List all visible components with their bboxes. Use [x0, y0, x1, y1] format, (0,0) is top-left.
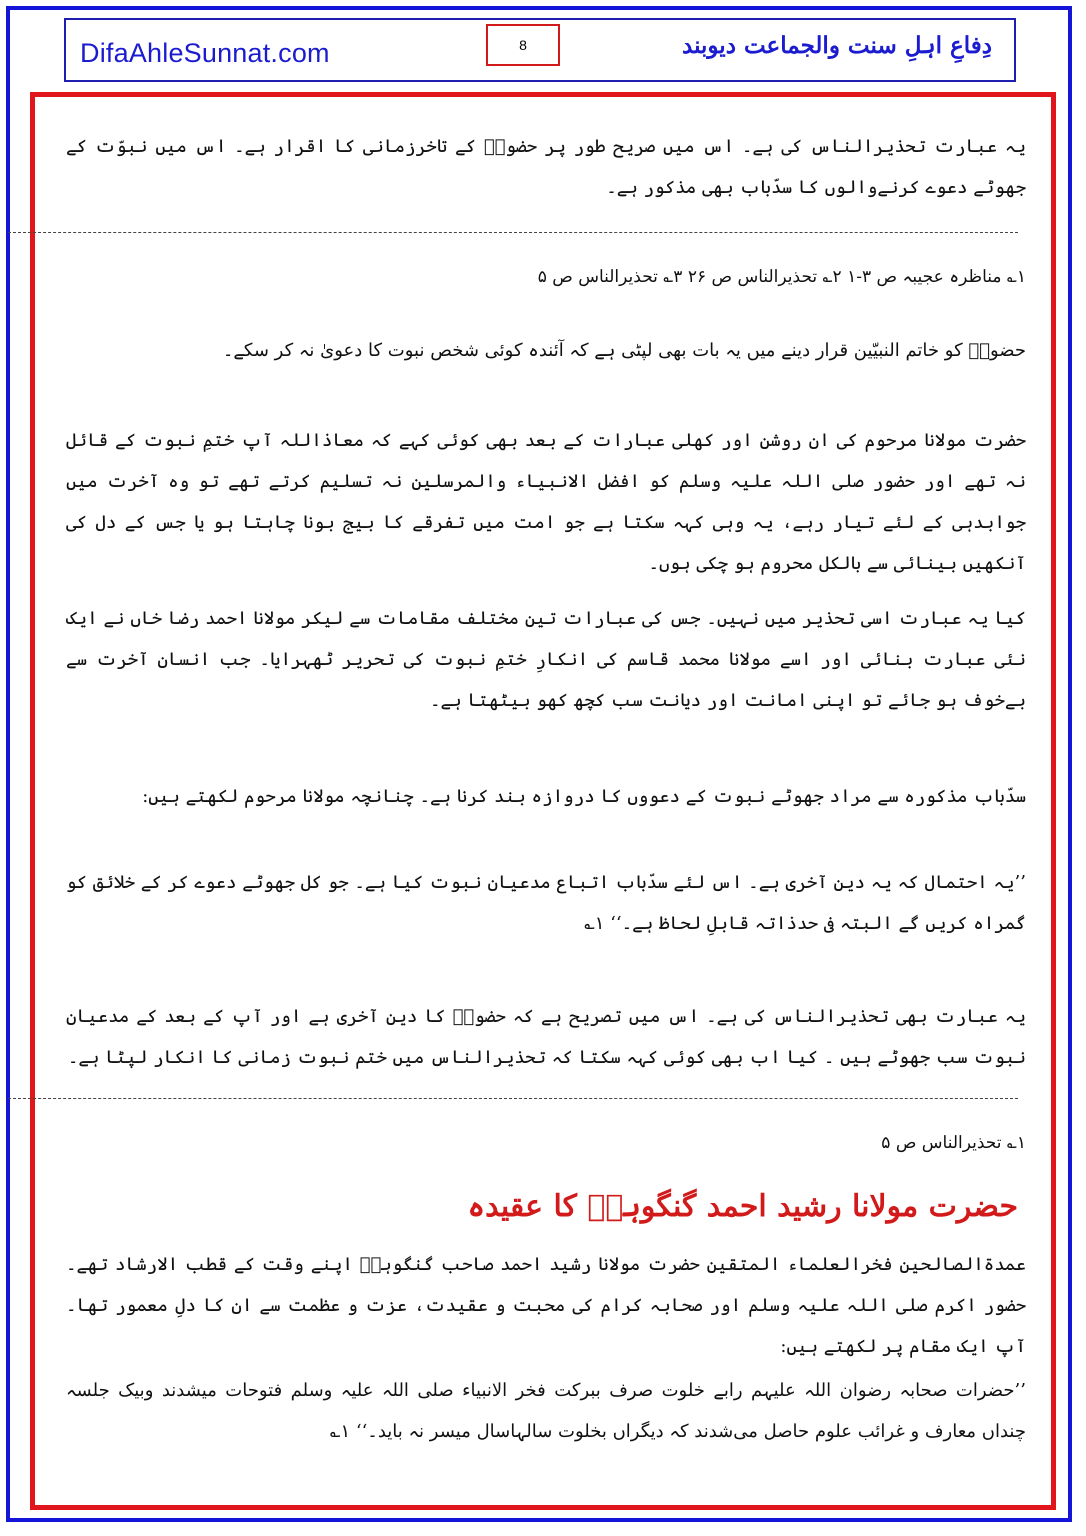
paragraph-3: حضرت مولانا مرحوم کی ان روشن اور کھلی عبارات کے بعد بھی کوئی کہے کہ معاذاللہ آپ ختمِ نبوت کے قائل نہ تھے اور حضور صلی اللہ علیہ وسلم کو افضل الانبیاء والمرسلین نہ تسلیم کرتے تھے تو وہ آخرت میں جوابدہی کے لئے تیار رہے، یہ وہی کہہ سکتا ہے جو امت میں تفرقے کا بیج بونا چاہتا ہو یا جس کے دل کی آنکھیں بینائی سے بالکل محروم ہو چکی ہوں۔ [66, 430, 1026, 574]
quote-1: ’’یہ احتمال کہ یہ دین آخری ہے۔ اس لئے سدّباب اتباع مدعیان نبوت کیا ہے۔ جو کل جھوٹے دعوے کر کے خلائق کو گمراہ کریں گے البتہ فی حدذاتہ قابلِ لحاظ ہے۔‘‘ ۱؎ [66, 872, 1026, 934]
footnote-divider [8, 232, 1018, 233]
paragraph-6: یہ عبارت بھی تحذیرالناس کی ہے۔ اس میں تصریح ہے کہ حضورؐ کا دین آخری ہے اور آپ کے بعد کے مدعیان نبوت سب جھوٹے ہیں ۔ کیا اب بھی کوئی کہہ سکتا کہ تحذیرالناس میں ختم نبوت زمانی کا انکار لپٹا ہے۔ [66, 1006, 1026, 1068]
footnote-2: ۱؎ تحذیرالناس ص ۵ [881, 1133, 1026, 1153]
page-number-label: 8 [519, 37, 527, 53]
paragraph-2: حضورؐ کو خاتم النبیّین قرار دینے میں یہ بات بھی لپٹی ہے کہ آئندہ کوئی شخص نبوت کا دعویٰ نہ کر سکے۔ [222, 340, 1026, 361]
site-name[interactable]: DifaAhleSunnat.com [80, 38, 330, 68]
paragraph-7: عمدۃالصالحین فخرالعلماء المتقین حضرت مولانا رشید احمد صاحب گنگوہیؒ اپنے وقت کے قطب الارشاد تھے۔ حضور اکرم صلی اللہ علیہ وسلم اور صحابہ کرام کی محبت و عقیدت، عزت و عظمت سے ان کا دلِ معمور تھا۔ آپ ایک مقام پر لکھتے ہیں: [66, 1254, 1026, 1357]
section-heading: حضرت مولانا رشید احمد گنگوہیؒ کا عقیدہ [467, 1189, 1018, 1224]
page-header [64, 18, 1016, 82]
quote-2: ’’حضرات صحابہ رضوان اللہ علیہم رابے خلوت صرف ببرکت فخر الانبیاء صلی اللہ علیہ وسلم فتوحات میشدند وبیک جلسہ چنداں معارف و غرائب علوم حاصل می‌شدند کہ دیگراں بخلوت سالہاسال میسر نہ باید۔‘‘ ۱؎ [66, 1380, 1026, 1442]
paragraph-5: سدّباب مذکورہ سے مراد جھوٹے نبوت کے دعووں کا دروازہ بند کرنا ہے۔ چنانچہ مولانا مرحوم لکھتے ہیں: [142, 786, 1026, 807]
page-number [486, 24, 560, 66]
paragraph-1: یہ عبارت تحذیرالناس کی ہے۔ اس میں صریح طور پر حضورؐ کے تاخرزمانی کا اقرار ہے۔ اس میں نبوّت کے جھوٹے دعوے کرنےوالوں کا سدّباب بھی مذکور ہے۔ [66, 136, 1026, 198]
book-title: دِفاعِ اہلِ سنت والجماعت دیوبند [682, 32, 992, 59]
footnote-divider-2 [8, 1098, 1018, 1099]
footnote-1: ۱؎ مناظرہ عجیبہ ص ۳-۱ ۲؎ تحذیرالناس ص ۲۶ ۳؎ تحذیرالناس ص ۵ [537, 267, 1026, 287]
paragraph-4: کیا یہ عبارت اسی تحذیر میں نہیں۔ جس کی عبارات تین مختلف مقامات سے لیکر مولانا احمد رضا خاں نے ایک نئی عبارت بنائی اور اسے مولانا محمد قاسم کی انکارِ ختمِ نبوت کی تحریر ٹھہرایا۔ جب انسان آخرت سے بےخوف ہو جائے تو اپنی امانت اور دیانت سب کچھ کھو بیٹھتا ہے۔ [66, 608, 1026, 711]
